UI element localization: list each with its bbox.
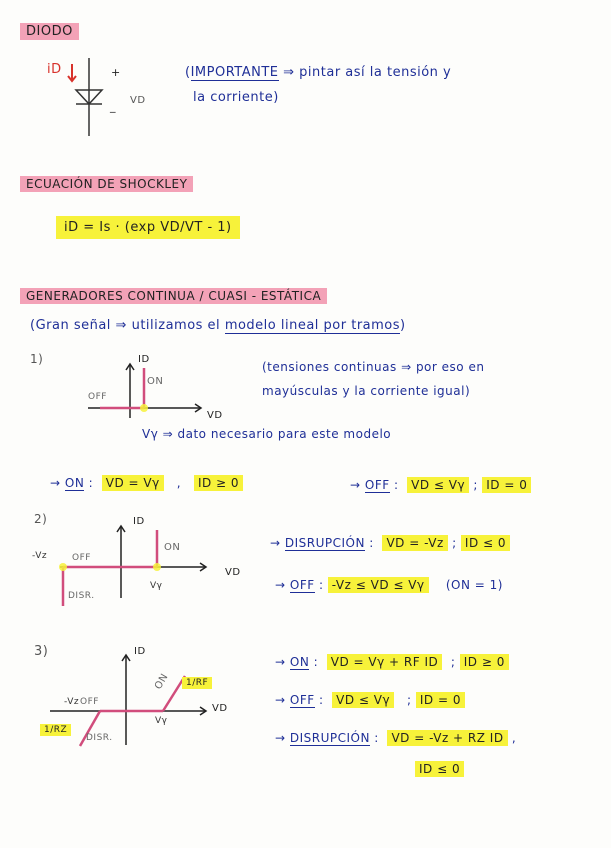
model1-note1: (tensiones continuas ⇒ por eso en [262, 360, 485, 374]
model3-vz: -Vz [64, 697, 80, 707]
model1-on: ON [147, 376, 164, 387]
model2-vz: -Vz [32, 551, 48, 561]
note-important-line2: la corriente) [193, 90, 279, 105]
model2-disr: DISR. [68, 591, 95, 601]
heading-diodo: DIODO [20, 24, 79, 39]
model1-off: OFF [88, 392, 107, 402]
note-important-line1: (IMPORTANTE ⇒ pintar así la tensión y [185, 65, 452, 80]
model2-number: 2) [34, 512, 48, 526]
model2-on: ON [164, 542, 181, 553]
model1-off-row: → OFF : VD ≤ Vγ ; ID = 0 [350, 478, 531, 492]
diode-plus: + [111, 66, 121, 79]
model2-off-row: → OFF : -Vz ≤ VD ≤ Vγ (ON = 1) [275, 578, 503, 592]
model3-off: OFF [80, 697, 99, 707]
diode-current-label: iD [47, 62, 62, 77]
diode-voltage-label: VD [130, 95, 146, 106]
model1-y-axis: ID [138, 354, 150, 365]
model3-slope-disr: 1/RZ [40, 725, 71, 735]
model3-slope-on: 1/RF [182, 678, 212, 688]
model1-vgamma-note: Vγ ⇒ dato necesario para este modelo [142, 427, 392, 441]
model3-disr-cond2: ID ≤ 0 [415, 762, 464, 776]
diode-minus: _ [110, 100, 116, 113]
model2-vgamma: Vγ [150, 581, 163, 591]
heading-shockley: ECUACIÓN DE SHOCKLEY [20, 177, 193, 191]
model2-disr-row: → DISRUPCIÓN : VD = -Vz ; ID ≤ 0 [270, 536, 510, 550]
model1-x-axis: VD [207, 410, 223, 421]
model1-number: 1) [30, 352, 44, 366]
model3-on: ON [153, 671, 171, 692]
model3-y-axis: ID [134, 646, 146, 657]
model3-off-row: → OFF : VD ≤ Vγ ; ID = 0 [275, 693, 465, 707]
intro-line: (Gran señal ⇒ utilizamos el modelo lineal por tramos) [30, 318, 406, 333]
model3-disr-row: → DISRUPCIÓN : VD = -Vz + RZ ID , [275, 731, 517, 745]
model2-x-axis: VD [225, 567, 241, 578]
model3-vgamma: Vγ [155, 716, 168, 726]
model1-note2: mayúsculas y la corriente igual) [262, 384, 471, 398]
model3-x-axis: VD [212, 703, 228, 714]
heading-generadores: GENERADORES CONTINUA / CUASI - ESTÁTICA [20, 289, 327, 303]
model2-y-axis: ID [133, 516, 145, 527]
model3-number: 3) [34, 644, 49, 659]
shockley-equation: iD = Is · (exp VD/VT - 1) [56, 220, 240, 235]
model3-on-row: → ON : VD = Vγ + RF ID ; ID ≥ 0 [275, 655, 509, 669]
model1-on-row: → ON : VD = Vγ , ID ≥ 0 [50, 476, 243, 490]
model2-off: OFF [72, 553, 91, 563]
model3-disr: DISR. [86, 733, 113, 743]
